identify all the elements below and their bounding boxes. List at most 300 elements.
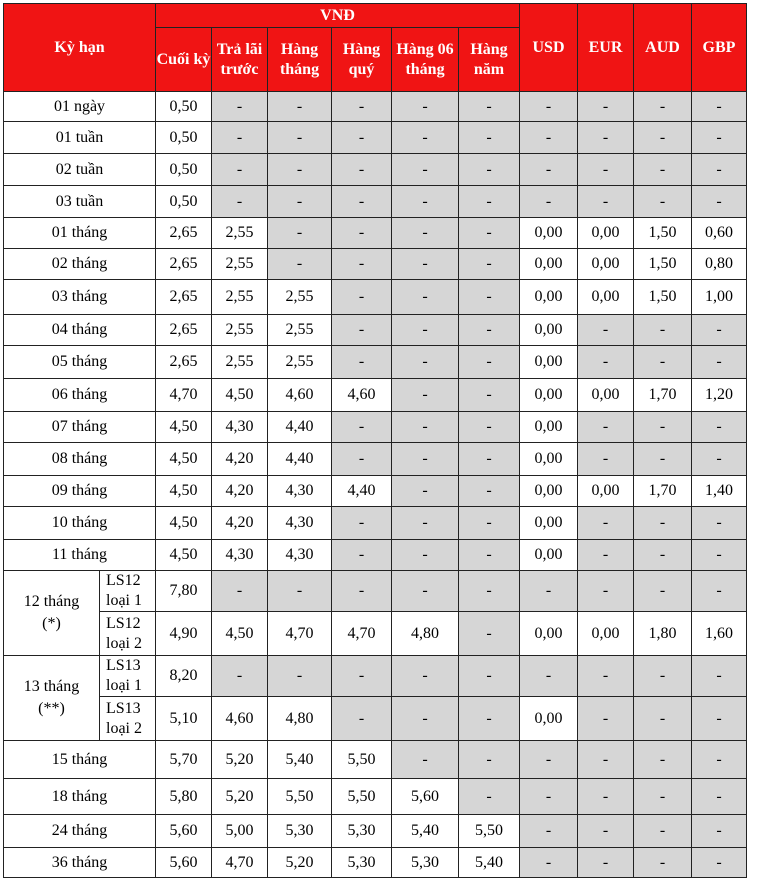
rate-cell: - xyxy=(459,186,520,218)
term-label: 24 tháng xyxy=(4,815,156,848)
rate-cell: 0,00 xyxy=(520,507,578,540)
table-row xyxy=(4,249,747,280)
rate-cell: - xyxy=(634,779,692,815)
rate-cell: - xyxy=(578,779,634,815)
rate-cell: - xyxy=(459,280,520,315)
rate-cell: 4,30 xyxy=(212,412,268,443)
rate-cell: - xyxy=(692,315,747,346)
rate-cell: - xyxy=(692,741,747,779)
rate-cell: 0,00 xyxy=(578,379,634,412)
header-gbp: GBP xyxy=(692,4,747,92)
table-row xyxy=(4,443,747,476)
rate-cell: 4,50 xyxy=(156,476,212,507)
rate-cell: - xyxy=(392,249,459,280)
table-row xyxy=(4,476,747,507)
term-group-name: 13 tháng xyxy=(23,678,80,695)
rate-cell: - xyxy=(520,154,578,186)
rate-cell: 4,50 xyxy=(156,540,212,571)
rate-cell: 4,30 xyxy=(212,540,268,571)
rate-cell: 2,65 xyxy=(156,346,212,379)
rate-cell: - xyxy=(634,412,692,443)
term-label: 01 tháng xyxy=(4,218,156,249)
rate-cell: - xyxy=(634,92,692,122)
term-group-mark: (*) xyxy=(42,615,61,632)
rate-cell: 5,40 xyxy=(268,741,332,779)
rate-cell: 4,50 xyxy=(212,612,268,656)
rate-cell: 4,60 xyxy=(212,697,268,741)
rate-cell: 2,65 xyxy=(156,280,212,315)
rate-cell: - xyxy=(459,741,520,779)
rate-cell: - xyxy=(392,186,459,218)
rate-cell: - xyxy=(212,122,268,154)
rate-cell: - xyxy=(459,218,520,249)
rate-cell: 1,20 xyxy=(692,379,747,412)
rate-cell: 5,20 xyxy=(212,741,268,779)
sub-term-type: loại 2 xyxy=(106,719,142,737)
term-label: 04 tháng xyxy=(4,315,156,346)
rate-cell: - xyxy=(332,154,392,186)
rate-cell: 2,65 xyxy=(156,218,212,249)
rate-cell: 0,00 xyxy=(520,379,578,412)
term-label: 01 tuần xyxy=(4,122,156,154)
rate-cell: - xyxy=(520,122,578,154)
rate-cell: - xyxy=(459,346,520,379)
table-row xyxy=(4,186,747,218)
rate-cell: 1,50 xyxy=(634,280,692,315)
sub-term-label xyxy=(100,656,156,697)
sub-term-code: LS12 xyxy=(106,572,141,589)
rate-cell: - xyxy=(578,122,634,154)
sub-term-type: loại 2 xyxy=(106,634,142,652)
rate-cell: - xyxy=(459,612,520,656)
rate-cell: - xyxy=(332,280,392,315)
term-group-label xyxy=(4,571,100,656)
rate-cell: 5,10 xyxy=(156,697,212,741)
rate-cell: - xyxy=(692,507,747,540)
table-row xyxy=(4,697,747,741)
table-row xyxy=(4,379,747,412)
rate-cell: - xyxy=(392,412,459,443)
rate-cell: 2,55 xyxy=(268,315,332,346)
rate-cell: 0,60 xyxy=(692,218,747,249)
rate-cell: 4,20 xyxy=(212,443,268,476)
rate-cell: 5,20 xyxy=(268,848,332,878)
table-row xyxy=(4,540,747,571)
rate-cell: - xyxy=(692,92,747,122)
rate-cell: - xyxy=(634,443,692,476)
rate-cell: 4,20 xyxy=(212,507,268,540)
table-row xyxy=(4,848,747,878)
rate-cell: - xyxy=(692,443,747,476)
table-row xyxy=(4,612,747,656)
rate-cell: - xyxy=(520,848,578,878)
rate-cell: 5,60 xyxy=(156,848,212,878)
rate-cell: 2,55 xyxy=(212,249,268,280)
term-label: 03 tháng xyxy=(4,280,156,315)
rate-cell: - xyxy=(520,656,578,697)
rate-cell: - xyxy=(634,656,692,697)
rate-cell: - xyxy=(459,154,520,186)
rate-cell: - xyxy=(459,571,520,612)
rate-cell: - xyxy=(459,656,520,697)
rate-cell: - xyxy=(268,122,332,154)
rate-cell: - xyxy=(692,540,747,571)
term-label: 11 tháng xyxy=(4,540,156,571)
rate-cell: - xyxy=(634,741,692,779)
table-row xyxy=(4,507,747,540)
rate-cell: 2,55 xyxy=(268,346,332,379)
sub-term-label xyxy=(100,697,156,741)
header-vnd: VNĐ xyxy=(156,4,520,28)
rate-cell: - xyxy=(212,186,268,218)
rate-cell: 0,00 xyxy=(520,612,578,656)
rate-cell: 0,00 xyxy=(520,412,578,443)
rate-cell: 0,00 xyxy=(520,280,578,315)
term-label: 09 tháng xyxy=(4,476,156,507)
rate-cell: 7,80 xyxy=(156,571,212,612)
rate-cell: - xyxy=(578,154,634,186)
rate-cell: 4,50 xyxy=(212,379,268,412)
rate-cell: - xyxy=(268,218,332,249)
rate-cell: 4,20 xyxy=(212,476,268,507)
rate-cell: - xyxy=(332,656,392,697)
term-label: 08 tháng xyxy=(4,443,156,476)
rate-cell: 5,40 xyxy=(392,815,459,848)
rate-cell: - xyxy=(692,779,747,815)
header-tra-lai-truoc: Trả lãi trước xyxy=(212,28,268,92)
rate-cell: - xyxy=(459,249,520,280)
rate-cell: - xyxy=(392,122,459,154)
rate-cell: 1,40 xyxy=(692,476,747,507)
rate-cell: 4,60 xyxy=(268,379,332,412)
rate-cell: 4,50 xyxy=(156,412,212,443)
rate-cell: 0,50 xyxy=(156,92,212,122)
rate-cell: - xyxy=(212,571,268,612)
rate-cell: 5,30 xyxy=(332,848,392,878)
rate-cell: 4,60 xyxy=(332,379,392,412)
rate-cell: - xyxy=(392,507,459,540)
rate-cell: 5,20 xyxy=(212,779,268,815)
header-eur: EUR xyxy=(578,4,634,92)
rate-cell: 2,55 xyxy=(268,280,332,315)
rate-cell: - xyxy=(392,346,459,379)
term-label: 06 tháng xyxy=(4,379,156,412)
rate-cell: - xyxy=(692,186,747,218)
rate-cell: 5,30 xyxy=(392,848,459,878)
sub-term-code: LS13 xyxy=(106,657,141,674)
rate-cell: - xyxy=(332,571,392,612)
rate-cell: - xyxy=(268,92,332,122)
rate-cell: 0,00 xyxy=(520,540,578,571)
rate-cell: - xyxy=(578,656,634,697)
rate-cell: - xyxy=(634,346,692,379)
interest-rate-table xyxy=(3,3,747,878)
rate-cell: - xyxy=(692,122,747,154)
term-label: 10 tháng xyxy=(4,507,156,540)
rate-cell: 5,40 xyxy=(459,848,520,878)
rate-cell: - xyxy=(520,779,578,815)
rate-cell: - xyxy=(692,848,747,878)
rate-cell: - xyxy=(634,540,692,571)
rate-cell: - xyxy=(692,656,747,697)
rate-cell: - xyxy=(634,122,692,154)
rate-cell: 4,80 xyxy=(268,697,332,741)
rate-cell: - xyxy=(634,848,692,878)
rate-cell: 0,00 xyxy=(520,346,578,379)
sub-term-code: LS13 xyxy=(106,699,141,717)
rate-cell: - xyxy=(392,280,459,315)
term-label: 05 tháng xyxy=(4,346,156,379)
rate-cell: - xyxy=(692,412,747,443)
rate-cell: - xyxy=(459,697,520,741)
rate-cell: - xyxy=(634,697,692,741)
rate-cell: - xyxy=(268,186,332,218)
table-row xyxy=(4,122,747,154)
rate-cell: - xyxy=(212,154,268,186)
rate-cell: 5,60 xyxy=(156,815,212,848)
rate-cell: - xyxy=(578,315,634,346)
rate-cell: - xyxy=(392,656,459,697)
rate-cell: - xyxy=(459,443,520,476)
rate-cell: 0,00 xyxy=(520,315,578,346)
rate-cell: 4,40 xyxy=(332,476,392,507)
rate-cell: - xyxy=(212,656,268,697)
rate-cell: - xyxy=(332,443,392,476)
rate-cell: - xyxy=(392,218,459,249)
term-label: 36 tháng xyxy=(4,848,156,878)
term-label: 02 tuần xyxy=(4,154,156,186)
table-row xyxy=(4,315,747,346)
rate-cell: - xyxy=(268,154,332,186)
rate-cell: - xyxy=(459,507,520,540)
rate-cell: 0,50 xyxy=(156,122,212,154)
rate-cell: - xyxy=(459,476,520,507)
header-hang-quy: Hàng quý xyxy=(332,28,392,92)
rate-cell: - xyxy=(459,779,520,815)
rate-cell: - xyxy=(578,815,634,848)
table-row xyxy=(4,656,747,697)
rate-cell: 4,90 xyxy=(156,612,212,656)
rate-cell: 4,30 xyxy=(268,540,332,571)
rate-cell: - xyxy=(692,346,747,379)
table-row xyxy=(4,815,747,848)
term-label: 01 ngày xyxy=(4,92,156,122)
header-usd: USD xyxy=(520,4,578,92)
rate-cell: 1,70 xyxy=(634,379,692,412)
sub-term-label xyxy=(100,612,156,656)
rate-cell: 0,80 xyxy=(692,249,747,280)
rate-cell: - xyxy=(692,154,747,186)
rate-cell: 0,00 xyxy=(578,249,634,280)
rate-cell: - xyxy=(392,315,459,346)
rate-cell: - xyxy=(332,122,392,154)
rate-cell: - xyxy=(268,656,332,697)
rate-cell: - xyxy=(332,507,392,540)
rate-cell: - xyxy=(520,741,578,779)
rate-cell: - xyxy=(578,697,634,741)
rate-cell: 4,70 xyxy=(268,612,332,656)
rate-cell: - xyxy=(459,122,520,154)
header-hang-nam: Hàng năm xyxy=(459,28,520,92)
table-row xyxy=(4,218,747,249)
rate-cell: 2,55 xyxy=(212,280,268,315)
table-row xyxy=(4,154,747,186)
rate-cell: 0,00 xyxy=(578,218,634,249)
rate-cell: 4,50 xyxy=(156,443,212,476)
rate-cell: - xyxy=(332,540,392,571)
rate-cell: 5,80 xyxy=(156,779,212,815)
term-group-name: 12 tháng xyxy=(23,593,80,610)
sub-term-label xyxy=(100,571,156,612)
term-label: 03 tuần xyxy=(4,186,156,218)
rate-cell: 5,70 xyxy=(156,741,212,779)
rate-cell: - xyxy=(578,346,634,379)
rate-cell: 2,55 xyxy=(212,346,268,379)
rate-cell: - xyxy=(268,249,332,280)
rate-cell: 1,80 xyxy=(634,612,692,656)
header-hang-06-thang: Hàng 06 tháng xyxy=(392,28,459,92)
table-row xyxy=(4,346,747,379)
rate-cell: - xyxy=(578,92,634,122)
rate-cell: 0,50 xyxy=(156,154,212,186)
rate-cell: 2,55 xyxy=(212,218,268,249)
rate-cell: 5,50 xyxy=(332,779,392,815)
rate-cell: - xyxy=(578,571,634,612)
rate-cell: 4,70 xyxy=(156,379,212,412)
term-label: 02 tháng xyxy=(4,249,156,280)
rate-cell: 5,60 xyxy=(392,779,459,815)
header-hang-thang: Hàng tháng xyxy=(268,28,332,92)
rate-cell: 0,00 xyxy=(578,476,634,507)
rate-cell: - xyxy=(692,571,747,612)
rate-cell: - xyxy=(392,741,459,779)
rate-cell: 5,00 xyxy=(212,815,268,848)
rate-cell: - xyxy=(634,507,692,540)
rate-cell: - xyxy=(459,315,520,346)
rate-cell: - xyxy=(578,848,634,878)
rate-cell: 4,40 xyxy=(268,412,332,443)
rate-cell: 0,00 xyxy=(520,443,578,476)
header-aud: AUD xyxy=(634,4,692,92)
rate-cell: - xyxy=(332,249,392,280)
rate-cell: 4,70 xyxy=(332,612,392,656)
table-row xyxy=(4,779,747,815)
rate-cell: 4,40 xyxy=(268,443,332,476)
sub-term-type: loại 1 xyxy=(106,677,142,694)
rate-cell: 4,30 xyxy=(268,507,332,540)
rate-cell: - xyxy=(578,186,634,218)
term-label: 18 tháng xyxy=(4,779,156,815)
rate-cell: - xyxy=(459,92,520,122)
header-term: Kỳ hạn xyxy=(4,4,156,92)
rate-cell: - xyxy=(392,92,459,122)
rate-cell: - xyxy=(332,315,392,346)
rate-cell: 2,65 xyxy=(156,249,212,280)
rate-cell: - xyxy=(212,92,268,122)
rate-cell: 0,50 xyxy=(156,186,212,218)
rate-cell: 0,00 xyxy=(520,249,578,280)
rate-cell: 0,00 xyxy=(578,280,634,315)
rate-cell: 0,00 xyxy=(520,218,578,249)
rate-cell: - xyxy=(578,540,634,571)
rate-cell: - xyxy=(634,571,692,612)
rate-cell: - xyxy=(392,443,459,476)
rate-cell: 4,30 xyxy=(268,476,332,507)
term-group-mark: (**) xyxy=(38,700,65,717)
rate-cell: - xyxy=(332,186,392,218)
rate-cell: - xyxy=(459,379,520,412)
rate-cell: - xyxy=(520,92,578,122)
term-label: 07 tháng xyxy=(4,412,156,443)
rate-cell: - xyxy=(520,186,578,218)
rate-cell: - xyxy=(332,92,392,122)
rate-cell: 0,00 xyxy=(520,476,578,507)
rate-cell: - xyxy=(634,815,692,848)
rate-cell: 8,20 xyxy=(156,656,212,697)
sub-term-type: loại 1 xyxy=(106,592,142,609)
term-label: 15 tháng xyxy=(4,741,156,779)
rate-cell: 5,50 xyxy=(332,741,392,779)
rate-cell: 2,65 xyxy=(156,315,212,346)
rate-cell: - xyxy=(634,315,692,346)
rate-cell: - xyxy=(634,154,692,186)
rate-cell: - xyxy=(268,571,332,612)
rate-cell: - xyxy=(392,154,459,186)
table-row xyxy=(4,280,747,315)
rate-cell: - xyxy=(392,476,459,507)
table-row xyxy=(4,92,747,122)
rate-cell: - xyxy=(459,412,520,443)
rate-cell: - xyxy=(392,571,459,612)
rate-cell: - xyxy=(692,697,747,741)
rate-cell: 5,50 xyxy=(268,779,332,815)
header-cuoi-ky: Cuối kỳ xyxy=(156,28,212,92)
rate-cell: - xyxy=(520,815,578,848)
rate-cell: 4,70 xyxy=(212,848,268,878)
table-row xyxy=(4,741,747,779)
rate-cell: 5,30 xyxy=(332,815,392,848)
sub-term-code: LS12 xyxy=(106,614,141,632)
term-group-label xyxy=(4,656,100,741)
rate-cell: 4,50 xyxy=(156,507,212,540)
rate-cell: - xyxy=(392,540,459,571)
rate-cell: - xyxy=(578,741,634,779)
rate-cell: 5,30 xyxy=(268,815,332,848)
rate-cell: 1,50 xyxy=(634,218,692,249)
rate-cell: 4,80 xyxy=(392,612,459,656)
rate-cell: - xyxy=(332,697,392,741)
rate-cell: - xyxy=(578,412,634,443)
rate-cell: - xyxy=(578,443,634,476)
rate-cell: 1,50 xyxy=(634,249,692,280)
table-row xyxy=(4,571,747,612)
table-row xyxy=(4,412,747,443)
rate-cell: - xyxy=(392,379,459,412)
rate-cell: - xyxy=(634,186,692,218)
rate-cell: 0,00 xyxy=(520,697,578,741)
rate-cell: - xyxy=(332,412,392,443)
rate-cell: 1,70 xyxy=(634,476,692,507)
rate-cell: - xyxy=(392,697,459,741)
rate-cell: 2,55 xyxy=(212,315,268,346)
rate-cell: - xyxy=(332,346,392,379)
rate-cell: 0,00 xyxy=(578,612,634,656)
rate-cell: 1,00 xyxy=(692,280,747,315)
rate-cell: 5,50 xyxy=(459,815,520,848)
rate-cell: - xyxy=(520,571,578,612)
rate-cell: - xyxy=(332,218,392,249)
rate-cell: - xyxy=(692,815,747,848)
